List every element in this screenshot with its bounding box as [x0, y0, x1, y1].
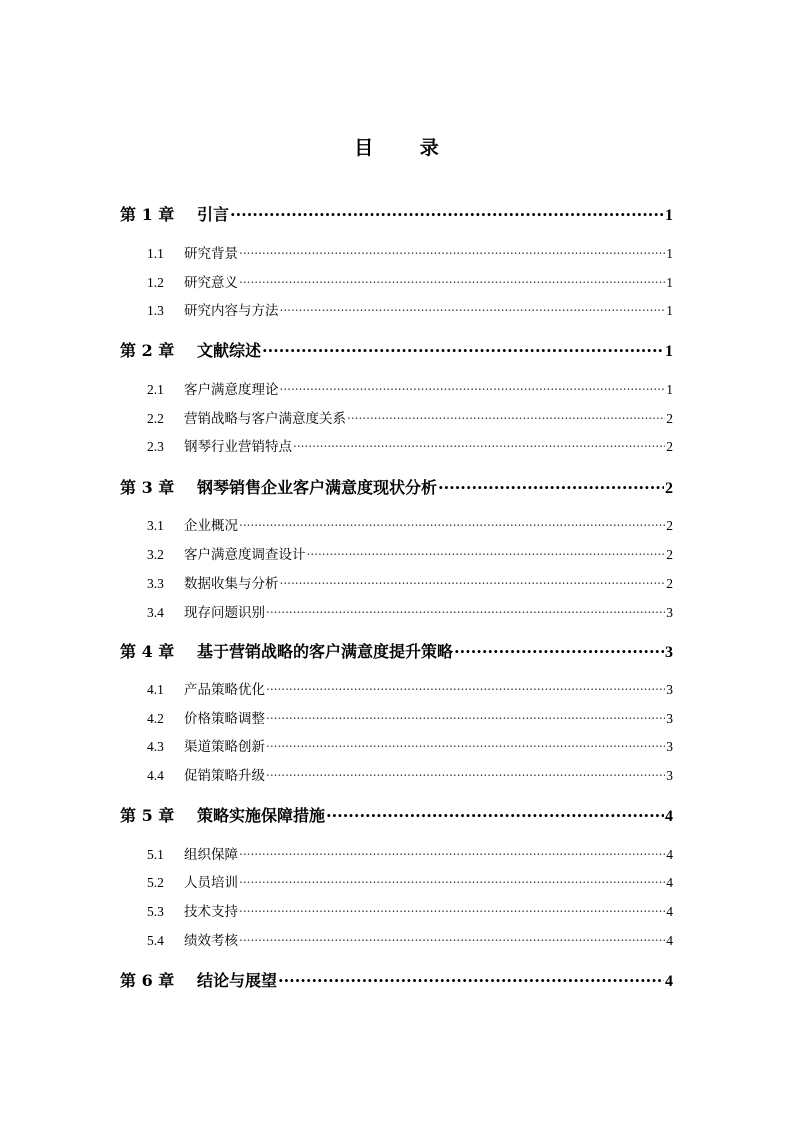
toc-section-1-1[interactable] [120, 244, 673, 264]
page-number: 4 [666, 847, 673, 862]
dot-leader [266, 604, 665, 618]
section-title: 价格策略调整 [184, 711, 265, 727]
page-number: 1 [665, 343, 673, 360]
toc-section-4-3[interactable] [120, 737, 673, 757]
page-number: 3 [666, 768, 673, 783]
dot-leader [239, 517, 665, 531]
toc-section-4-2[interactable] [120, 709, 673, 729]
page-number: 2 [666, 518, 673, 533]
dot-leader [280, 575, 666, 589]
section-title: 数据收集与分析 [184, 576, 279, 592]
section-title: 技术支持 [184, 904, 238, 920]
toc-title: 目 录 [354, 137, 459, 159]
toc-chapter-6[interactable] [120, 969, 673, 993]
dot-leader [280, 302, 666, 316]
dot-leader [326, 805, 664, 821]
section-number: 1.2 [147, 275, 164, 290]
chapter-number: 第 3 章 [120, 478, 175, 497]
toc-section-5-3[interactable] [120, 902, 673, 922]
page-number: 4 [666, 933, 673, 948]
section-number: 3.2 [147, 547, 164, 562]
toc-section-5-2[interactable] [120, 873, 673, 893]
chapter-title: 结论与展望 [197, 971, 278, 990]
chapter-title: 基于营销战略的客户满意度提升策略 [197, 642, 454, 661]
section-number: 5.3 [147, 904, 164, 919]
toc-section-2-1[interactable] [120, 380, 673, 400]
toc-section-5-4[interactable] [120, 931, 673, 951]
section-title: 营销战略与客户满意度关系 [184, 411, 346, 427]
dot-leader [266, 681, 665, 695]
page-number: 2 [666, 547, 673, 562]
page-number: 1 [665, 207, 673, 224]
section-number: 4.3 [147, 739, 164, 754]
section-number: 2.3 [147, 439, 164, 454]
toc-section-3-1[interactable] [120, 516, 673, 536]
toc-chapter-4[interactable] [120, 640, 673, 664]
page-number: 2 [665, 480, 673, 497]
toc-section-1-2[interactable] [120, 273, 673, 293]
dot-leader [230, 204, 664, 220]
chapter-number: 第 6 章 [120, 971, 175, 990]
dot-leader [239, 245, 665, 259]
section-title: 研究背景 [184, 246, 238, 262]
chapter-number: 第 5 章 [120, 806, 175, 825]
toc-section-3-3[interactable] [120, 574, 673, 594]
page-number: 1 [666, 275, 673, 290]
page-number: 1 [666, 382, 673, 397]
page-number: 4 [666, 875, 673, 890]
dot-leader [266, 710, 665, 724]
page-number: 4 [665, 808, 673, 825]
section-number: 2.2 [147, 411, 164, 426]
dot-leader [454, 641, 664, 657]
page-number: 4 [665, 973, 673, 990]
dot-leader [262, 340, 664, 356]
section-number: 5.1 [147, 847, 164, 862]
page-number: 2 [666, 411, 673, 426]
section-number: 4.4 [147, 768, 164, 783]
section-title: 客户满意度调查设计 [184, 547, 306, 563]
section-title: 组织保障 [184, 847, 238, 863]
page-number: 4 [666, 904, 673, 919]
toc-chapter-2[interactable] [120, 339, 673, 363]
dot-leader [239, 274, 665, 288]
section-title: 促销策略升级 [184, 768, 265, 784]
toc-section-2-3[interactable] [120, 437, 673, 457]
section-title: 钢琴行业营销特点 [184, 439, 292, 455]
section-number: 5.4 [147, 933, 164, 948]
dot-leader [293, 438, 665, 452]
page-number: 1 [666, 246, 673, 261]
toc-section-5-1[interactable] [120, 845, 673, 865]
toc-section-4-1[interactable] [120, 680, 673, 700]
toc-chapter-1[interactable] [120, 203, 673, 227]
section-number: 4.1 [147, 682, 164, 697]
chapter-title: 策略实施保障措施 [197, 806, 326, 825]
section-title: 绩效考核 [184, 933, 238, 949]
section-number: 1.1 [147, 246, 164, 261]
section-number: 3.3 [147, 576, 164, 591]
toc-section-3-4[interactable] [120, 603, 673, 623]
dot-leader [239, 874, 665, 888]
page-number: 3 [665, 644, 673, 661]
toc-section-2-2[interactable] [120, 409, 673, 429]
section-number: 4.2 [147, 711, 164, 726]
section-title: 客户满意度理论 [184, 382, 279, 398]
section-number: 3.1 [147, 518, 164, 533]
page-number: 3 [666, 605, 673, 620]
section-title: 企业概况 [184, 518, 238, 534]
chapter-title: 文献综述 [197, 341, 262, 360]
dot-leader [438, 477, 664, 493]
chapter-number: 第 4 章 [120, 642, 175, 661]
dot-leader [266, 738, 665, 752]
toc-section-4-4[interactable] [120, 766, 673, 786]
section-title: 研究意义 [184, 275, 238, 291]
section-number: 2.1 [147, 382, 164, 397]
dot-leader [266, 767, 665, 781]
dot-leader [280, 381, 666, 395]
toc-section-3-2[interactable] [120, 545, 673, 565]
section-title: 研究内容与方法 [184, 303, 279, 319]
section-title: 人员培训 [184, 875, 238, 891]
toc-section-1-3[interactable] [120, 301, 673, 321]
section-title: 现存问题识别 [184, 605, 265, 621]
chapter-number: 第 1 章 [120, 205, 175, 224]
chapter-title: 钢琴销售企业客户满意度现状分析 [197, 478, 438, 497]
dot-leader [307, 546, 666, 560]
toc-chapter-3[interactable] [120, 476, 673, 500]
toc-chapter-5[interactable] [120, 804, 673, 828]
dot-leader [347, 410, 665, 424]
page-number: 1 [666, 303, 673, 318]
section-number: 3.4 [147, 605, 164, 620]
dot-leader [239, 846, 665, 860]
chapter-title: 引言 [197, 205, 230, 224]
dot-leader [278, 970, 664, 986]
page-number: 2 [666, 576, 673, 591]
dot-leader [239, 932, 665, 946]
page-number: 3 [666, 711, 673, 726]
page-number: 2 [666, 439, 673, 454]
dot-leader [239, 903, 665, 917]
section-number: 5.2 [147, 875, 164, 890]
section-title: 产品策略优化 [184, 682, 265, 698]
page-number: 3 [666, 682, 673, 697]
section-number: 1.3 [147, 303, 164, 318]
chapter-number: 第 2 章 [120, 341, 175, 360]
page-number: 3 [666, 739, 673, 754]
section-title: 渠道策略创新 [184, 739, 265, 755]
